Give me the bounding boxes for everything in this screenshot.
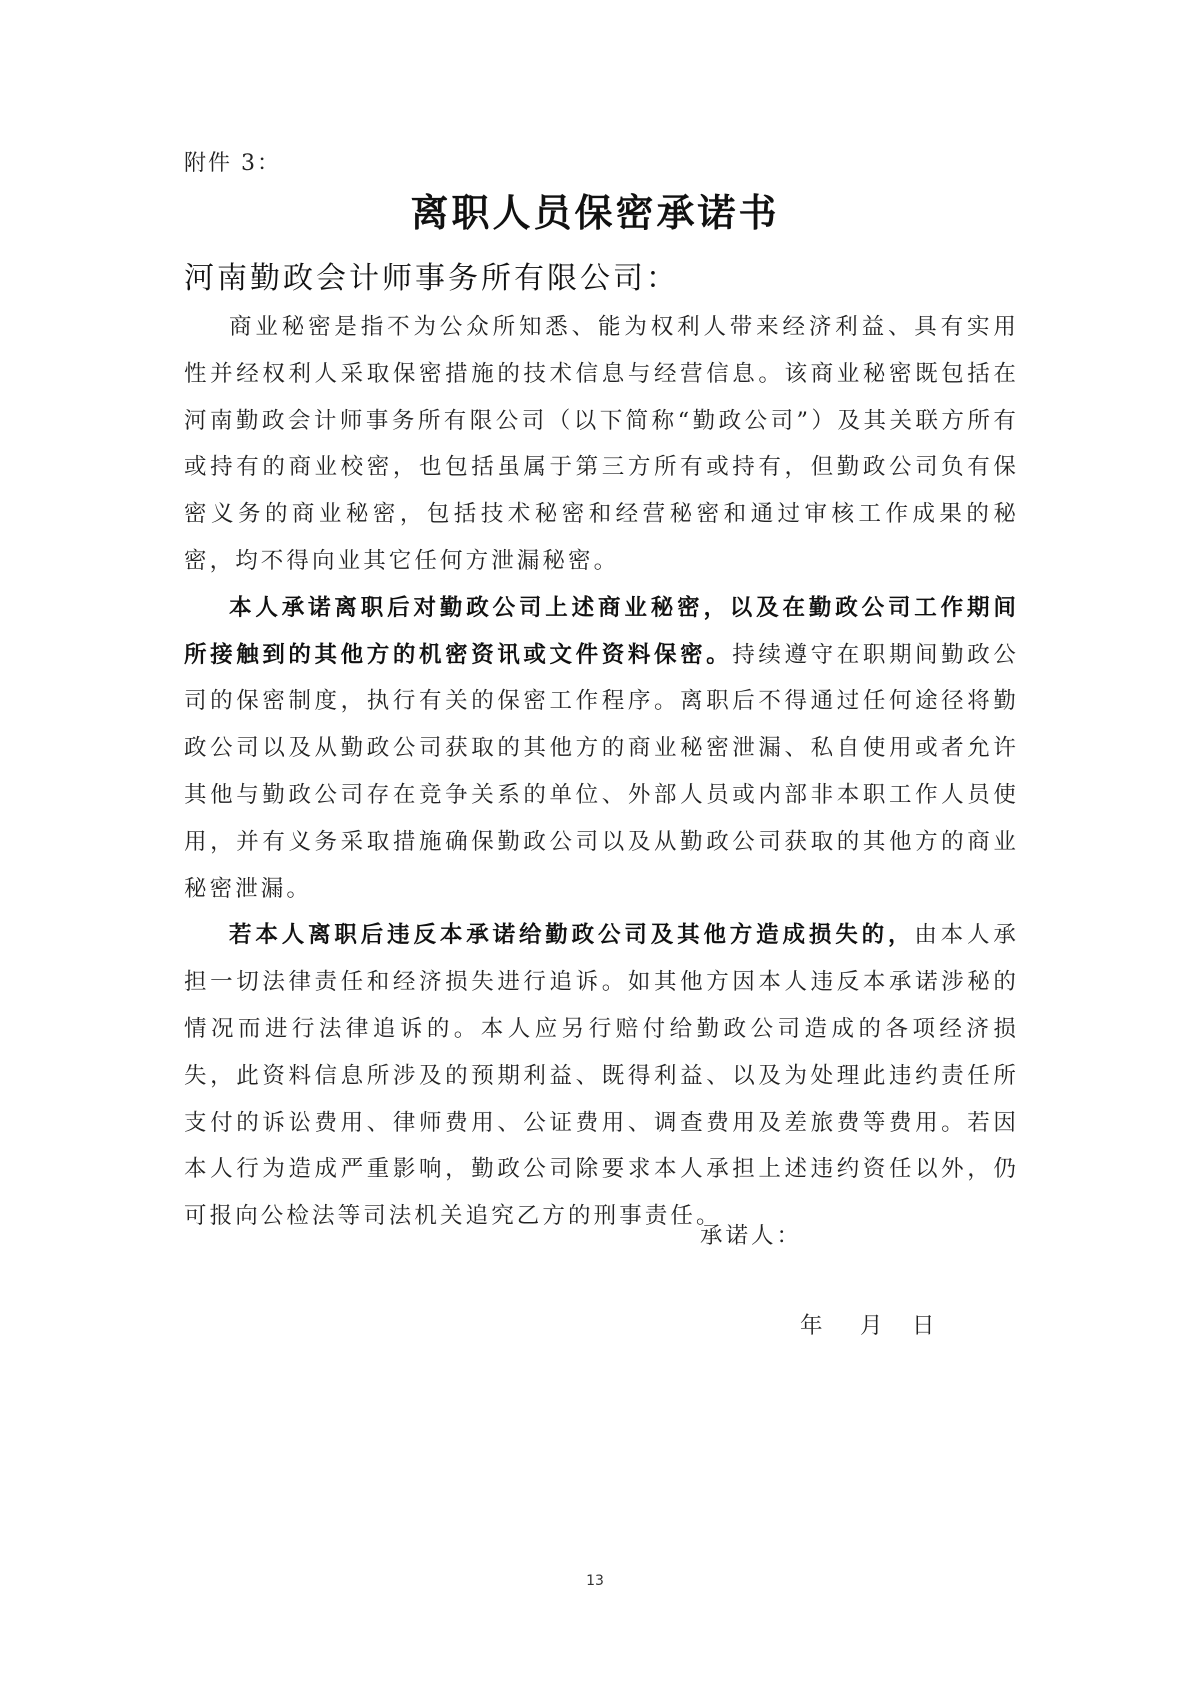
commitment-text: 持续遵守在职期间勤政公司的保密制度，执行有关的保密工作程序。离职后不得通过任何途径将勤政公司以及从勤政公司获取的其他方的商业秘密泄漏、私自使用或者允许其他与勤政公司存在竞争关系的单位、外部人员或内部非本职工作人员使用，并有义务采取措施确保勤政公司以及从勤政公司获取的其他方的商业秘密泄漏。 — [184, 641, 1019, 902]
liability-emphasis: 若本人离职后违反本承诺给勤政公司及其他方造成损失的， — [229, 922, 915, 949]
page-number: 13 — [586, 1573, 604, 1589]
document-body — [184, 304, 1019, 1240]
signer-label: 承诺人： — [700, 1223, 803, 1249]
date-month-label: 月 — [860, 1313, 883, 1339]
liability-text: 由本人承担一切法律责任和经济损失进行追诉。如其他方因本人违反本承诺涉秘的情况而进行法律追诉的。本人应另行赔付给勤政公司造成的各项经济损失，此资料信息所涉及的预期利益、既得利益、以及为处理此违约责任所支付的诉讼费用、律师费用、公证费用、调查费用及差旅费等费用。若因本人行为造成严重影响，勤政公司除要求本人承担上述违约资任以外，仍可报向公检法等司法机关追究乙方的刑事责任。 — [184, 922, 1019, 1230]
date-year-label: 年 — [800, 1313, 823, 1339]
attachment-label: 附件 3： — [184, 151, 281, 176]
commitment-emphasis: 本人承诺离职后对勤政公司上述商业秘密，以及在勤政公司工作期间所接触到的其他方的机密资讯或文件资料保密。 — [184, 594, 1019, 668]
document-title: 离职人员保密承诺书 — [410, 190, 780, 235]
addressee: 河南勤政会计师事务所有限公司： — [184, 261, 679, 296]
paragraph-liability — [184, 912, 1019, 1240]
date-day-label: 日 — [912, 1313, 935, 1339]
paragraph-definition: 商业秘密是指不为公众所知悉、能为权利人带来经济利益、具有实用性并经权利人采取保密措施的技术信息与经营信息。该商业秘密既包括在河南勤政会计师事务所有限公司（以下简称“勤政公司”）及其关联方所有或持有的商业校密，也包括虽属于第三方所有或持有，但勤政公司负有保密义务的商业秘密，包括技术秘密和经营秘密和通过审核工作成果的秘密，均不得向业其它任何方泄漏秘密。 — [184, 314, 1019, 574]
paragraph-commitment — [184, 585, 1019, 913]
